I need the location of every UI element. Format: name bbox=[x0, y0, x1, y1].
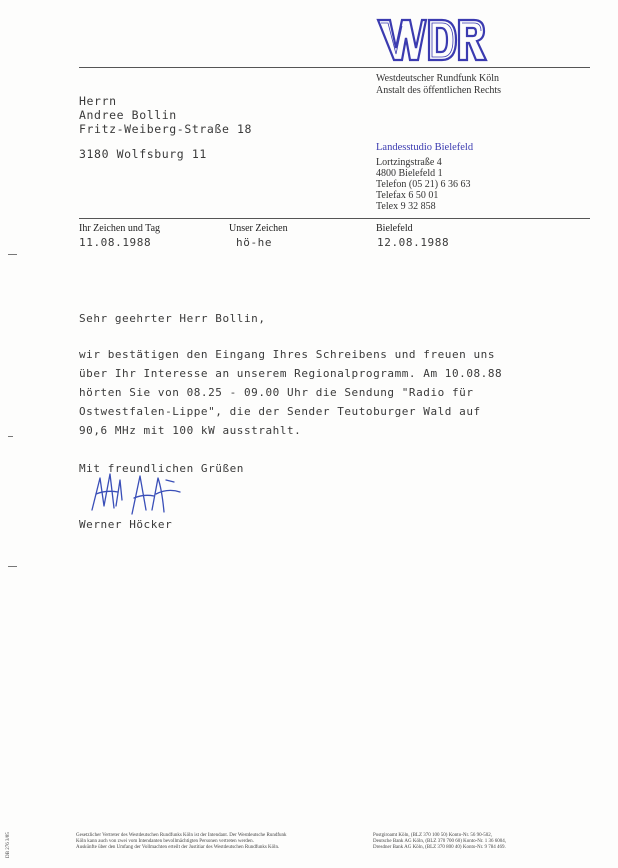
punch-mark bbox=[8, 436, 13, 437]
contact-city: 4800 Bielefeld 1 bbox=[376, 168, 443, 179]
fold-mark-bottom bbox=[8, 566, 17, 567]
footer-legal-line-3: Auskünfte über den Umfang der Vollmachten erteilt der Justitiar des Westdeutschen Rundfunks Köln. bbox=[76, 845, 280, 850]
signer-name: Werner Höcker bbox=[79, 518, 173, 531]
form-code: DB 276 3/85 bbox=[6, 832, 11, 858]
wdr-logo bbox=[376, 16, 488, 64]
salutation: Sehr geehrter Herr Bollin, bbox=[79, 312, 266, 325]
letter-date: 12.08.1988 bbox=[377, 236, 450, 249]
our-ref-value: hö-he bbox=[236, 236, 273, 249]
recipient-street: Fritz-Weiberg-Straße 18 bbox=[79, 122, 253, 136]
handwritten-signature bbox=[88, 470, 198, 520]
recipient-name: Andree Bollin bbox=[79, 108, 177, 122]
body-line-2: über Ihr Interesse an unserem Regionalprogramm. Am 10.08.88 bbox=[79, 367, 503, 380]
footer-bank-line-2: Deutsche Bank AG Köln, (BLZ 370 700 60) Konto-Nr. 1 36 6004, bbox=[373, 839, 507, 844]
place-label: Bielefeld bbox=[376, 223, 413, 234]
reference-rule bbox=[79, 218, 590, 219]
fold-mark-top bbox=[8, 254, 17, 255]
body-line-3: hörten Sie von 08.25 - 09.00 Uhr die Sendung "Radio für bbox=[79, 386, 474, 399]
your-ref-label: Ihr Zeichen und Tag bbox=[79, 223, 161, 234]
studio-name: Landesstudio Bielefeld bbox=[376, 142, 474, 153]
header-rule bbox=[79, 67, 590, 68]
closing: Mit freundlichen Grüßen bbox=[79, 462, 244, 475]
footer-bank-line-3: Dresdner Bank AG Köln, (BLZ 370 800 40) Konto-Nr. 9 784 469. bbox=[373, 845, 506, 850]
org-subtitle: Anstalt des öffentlichen Rechts bbox=[376, 85, 502, 96]
footer-legal-line-1: Gesetzlicher Vertreter des Westdeutschen Rundfunks Köln ist der Intendant. Der Westdeutsche Rundfunk bbox=[76, 833, 287, 838]
contact-fax: Telefax 6 50 01 bbox=[376, 190, 439, 201]
contact-street: Lortzingstraße 4 bbox=[376, 157, 442, 168]
your-ref-date: 11.08.1988 bbox=[79, 236, 152, 249]
body-line-4: Ostwestfalen-Lippe", die der Sender Teutoburger Wald auf bbox=[79, 405, 481, 418]
footer-legal-line-2: Köln kann auch von zwei vom Intendanten bevollmächtigten Personen vertreten werden. bbox=[76, 839, 254, 844]
our-ref-label: Unser Zeichen bbox=[229, 223, 288, 234]
recipient-city: 3180 Wolfsburg 11 bbox=[79, 147, 207, 161]
contact-telex: Telex 9 32 858 bbox=[376, 201, 436, 212]
recipient-salutation: Herrn bbox=[79, 94, 117, 108]
body-line-5: 90,6 MHz mit 100 kW ausstrahlt. bbox=[79, 424, 302, 437]
contact-phone: Telefon (05 21) 6 36 63 bbox=[376, 179, 471, 190]
footer-bank-line-1: Postgiroamt Köln, (BLZ 370 100 50) Konto-Nr. 56 90-502, bbox=[373, 833, 493, 838]
org-name: Westdeutscher Rundfunk Köln bbox=[376, 73, 500, 84]
body-line-1: wir bestätigen den Eingang Ihres Schreibens und freuen uns bbox=[79, 348, 496, 361]
